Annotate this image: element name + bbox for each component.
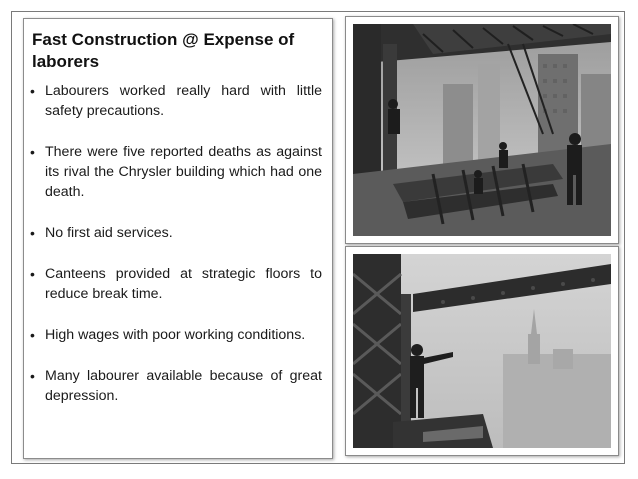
bullet-item: • No first aid services. bbox=[30, 223, 322, 243]
bullet-item: • Canteens provided at strategic floors to reduce break time. bbox=[30, 264, 322, 304]
slide-title: Fast Construction @ Expense of laborers bbox=[32, 30, 295, 71]
steel-workers-photo bbox=[345, 16, 619, 244]
text-panel bbox=[23, 18, 333, 459]
bullet-item: • Labourers worked really hard with little safety precautions. bbox=[30, 81, 322, 121]
worker-on-beam-photo bbox=[345, 246, 619, 456]
bullet-item: • There were five reported deaths as against its rival the Chrysler building which had one death. bbox=[30, 142, 322, 202]
bullet-item: • Many labourer available because of great depression. bbox=[30, 366, 322, 406]
bullet-item: • High wages with poor working conditions. bbox=[30, 325, 322, 345]
bullet-list bbox=[30, 81, 322, 427]
worker-on-beam-image bbox=[353, 254, 611, 448]
steel-workers-image bbox=[353, 24, 611, 236]
